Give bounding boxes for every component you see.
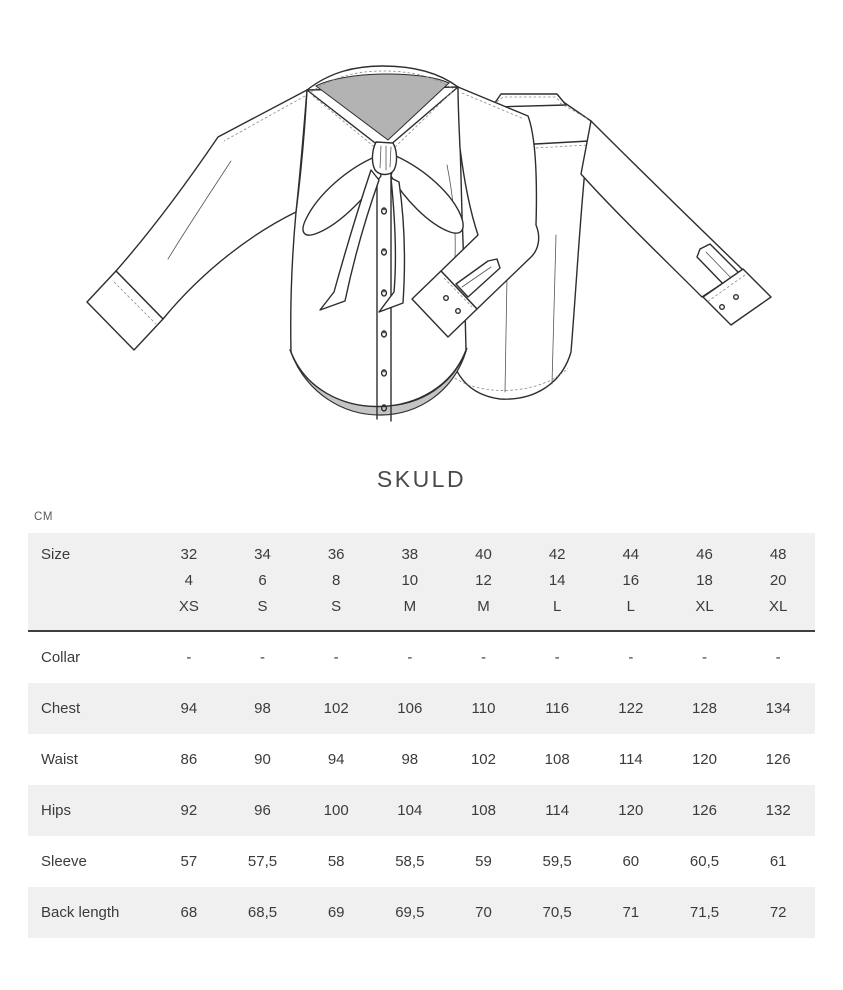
measurement-cell: 92 [180, 802, 198, 819]
table-row-sleeve [28, 836, 815, 887]
measurement-cell: 69 [327, 904, 345, 921]
measurement-cell: 59 [475, 853, 492, 870]
measurement-cell: 102 [470, 751, 496, 768]
measurement-cell: - [554, 649, 560, 666]
size-letter: XL [695, 598, 714, 615]
row-label: Collar [41, 649, 81, 666]
size-secondary: 10 [401, 572, 419, 589]
measurement-cell: 104 [397, 802, 423, 819]
size-eu: 32 [180, 546, 198, 563]
measurement-cell: 134 [765, 700, 791, 717]
size-letter: M [403, 598, 417, 615]
size-eu: 46 [696, 546, 713, 563]
measurement-cell: 110 [471, 700, 496, 717]
blouse-flat-front-back-illustration [0, 0, 843, 460]
measurement-cell: 72 [769, 904, 787, 921]
measurement-cell: 100 [323, 802, 349, 819]
measurement-cell: 70,5 [542, 904, 572, 921]
measurement-cell: 132 [765, 802, 791, 819]
measurement-cell: 116 [545, 700, 570, 717]
measurement-cell: 86 [180, 751, 198, 768]
measurement-cell: 96 [254, 802, 271, 819]
size-secondary: 6 [258, 572, 267, 589]
measurement-cell: 70 [475, 904, 492, 921]
page-title: SKULD [376, 466, 467, 492]
size-letter: S [257, 598, 268, 615]
measurement-cell: 90 [254, 751, 271, 768]
size-letter: XL [768, 598, 788, 615]
measurement-cell: 71 [622, 904, 640, 921]
measurement-cell: 59,5 [542, 853, 572, 870]
measurement-cell: - [628, 649, 634, 666]
size-letter: S [331, 598, 342, 615]
size-secondary: 18 [696, 572, 713, 589]
measurement-cell: 108 [470, 802, 496, 819]
measurement-cell: 57 [180, 853, 198, 870]
table-row-waist [28, 734, 815, 785]
row-label: Back length [41, 904, 120, 921]
measurement-cell: 120 [618, 802, 644, 819]
size-secondary: 8 [331, 572, 341, 589]
row-label: Chest [41, 700, 81, 717]
header-size-label: Size [41, 546, 71, 563]
measurement-cell: - [333, 649, 339, 666]
size-eu: 42 [548, 546, 566, 563]
measurement-cell: - [407, 649, 413, 666]
size-secondary: 14 [548, 572, 566, 589]
table-row-hips [28, 785, 815, 836]
size-eu: 48 [769, 546, 787, 563]
size-chart-table [28, 533, 815, 938]
measurement-cell: 94 [180, 700, 198, 717]
measurement-cell: 122 [618, 700, 644, 717]
measurement-cell: 58 [327, 853, 345, 870]
measurement-cell: 69,5 [395, 904, 425, 921]
measurement-cell: 120 [691, 751, 717, 768]
front-body [291, 87, 466, 407]
measurement-cell: 57,5 [247, 853, 278, 870]
measurement-cell: 61 [769, 853, 787, 870]
size-eu: 40 [475, 546, 492, 563]
blouse-front-view [87, 66, 466, 421]
table-row-back-length [28, 887, 815, 938]
measurement-cell: 98 [254, 700, 271, 717]
measurement-cell: - [186, 649, 192, 666]
measurement-cell: 98 [401, 751, 419, 768]
size-letter: XS [178, 598, 199, 615]
size-eu: 38 [401, 546, 419, 563]
size-secondary: 16 [622, 572, 640, 589]
measurement-cell: 68,5 [247, 904, 278, 921]
size-secondary: 12 [475, 572, 492, 589]
measurement-cell: 60 [622, 853, 640, 870]
measurement-cell: 60,5 [689, 853, 720, 870]
measurement-cell: 58,5 [395, 853, 425, 870]
table-row-collar [28, 632, 815, 683]
front-left-sleeve [116, 90, 307, 319]
size-secondary: 20 [769, 572, 787, 589]
measurement-cell: 68 [180, 904, 198, 921]
size-letter: M [477, 598, 490, 615]
measurement-cell: 108 [544, 751, 570, 768]
row-label: Sleeve [41, 853, 87, 870]
size-eu: 44 [622, 546, 640, 563]
measurement-cell: 94 [327, 751, 345, 768]
measurement-cell: 128 [691, 700, 717, 717]
size-eu: 34 [254, 546, 271, 563]
size-secondary: 4 [184, 572, 193, 589]
measurement-cell: - [701, 649, 707, 666]
measurement-cell: - [480, 649, 486, 666]
measurement-cell: 114 [545, 802, 570, 819]
table-row-chest [28, 683, 815, 734]
measurement-cell: 106 [397, 700, 423, 717]
measurement-cell: 126 [691, 802, 717, 819]
measurement-cell: 114 [618, 751, 643, 768]
size-eu: 36 [327, 546, 345, 563]
row-label: Hips [41, 802, 72, 819]
size-letter: L [552, 598, 562, 615]
measurement-cell: 102 [323, 700, 349, 717]
measurement-cell: 126 [765, 751, 791, 768]
row-label: Waist [41, 751, 78, 768]
measurement-cell: - [259, 649, 265, 666]
measurement-cell: - [775, 649, 781, 666]
size-chart-header [28, 533, 815, 632]
unit-label: CM [34, 511, 54, 523]
size-letter: L [626, 598, 635, 615]
measurement-cell: 71,5 [689, 904, 720, 921]
